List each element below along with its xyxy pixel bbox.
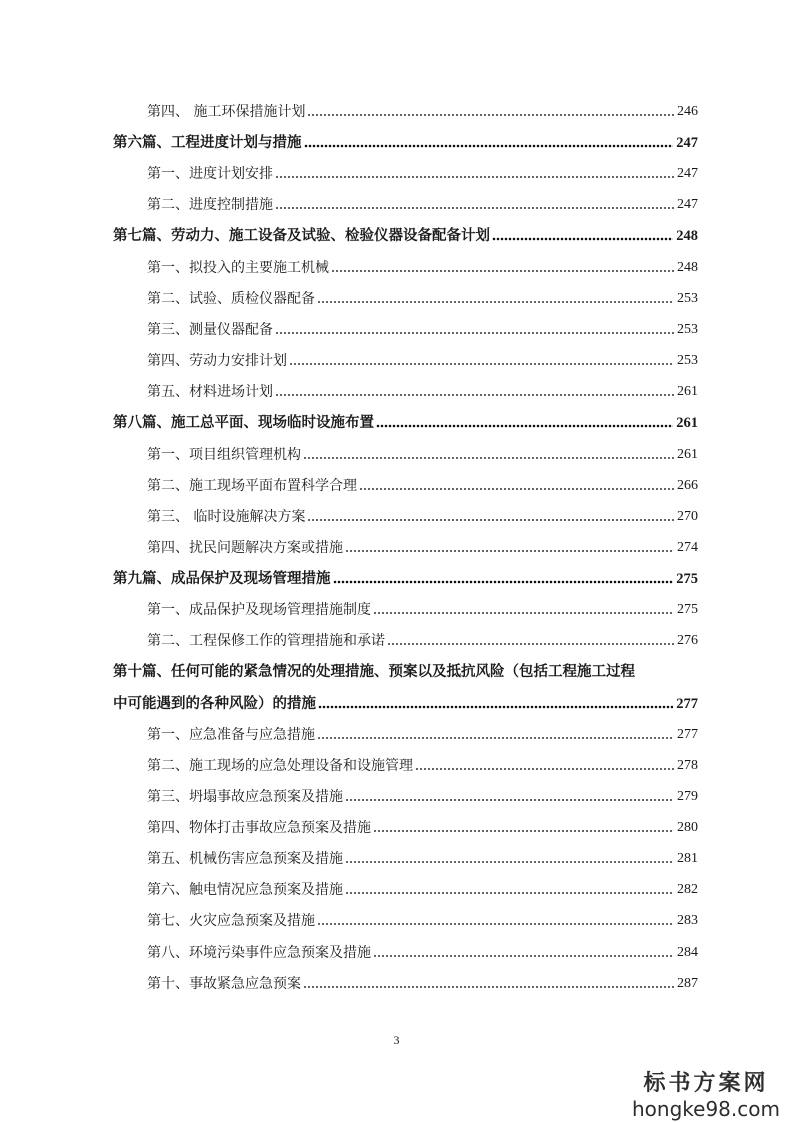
dot-leader: [373, 611, 674, 615]
toc-entry-page: 247: [677, 197, 698, 212]
dot-leader: [275, 175, 674, 179]
dot-leader: [307, 113, 674, 117]
toc-entry-page: 270: [677, 509, 698, 524]
toc-entry[interactable]: [0, 596, 793, 620]
toc-entry-page: 275: [676, 571, 698, 587]
dot-leader: [333, 580, 674, 584]
toc-entry-page: 280: [677, 820, 698, 835]
toc-entry[interactable]: [0, 285, 793, 309]
toc-entry-label: 第六、触电情况应急预案及措施: [147, 882, 343, 898]
dot-leader: [307, 518, 674, 522]
toc-entry-page: 246: [677, 104, 698, 119]
toc-entry-label: 第二、试验、质检仪器配备: [147, 291, 315, 307]
toc-entry-page: 284: [677, 945, 698, 960]
watermark-site-name: 标书方案网: [643, 1070, 769, 1096]
dot-leader: [345, 798, 674, 802]
toc-entry[interactable]: [0, 690, 793, 714]
toc-entry[interactable]: [0, 845, 793, 869]
toc-entry-page: 266: [677, 478, 698, 493]
toc-entry-page: 283: [677, 913, 698, 928]
toc-entry-page: 274: [677, 540, 698, 555]
dot-leader: [289, 362, 674, 366]
toc-entry-label: 中可能遇到的各种风险）的措施: [113, 695, 316, 712]
toc-entry-label: 第七篇、劳动力、施工设备及试验、检验仪器设备配备计划: [113, 227, 490, 244]
toc-entry-label: 第一、拟投入的主要施工机械: [147, 260, 329, 276]
toc-entry-label: 第二、工程保修工作的管理措施和承诺: [147, 633, 385, 649]
toc-entry[interactable]: [0, 503, 793, 527]
toc-entry[interactable]: [0, 160, 793, 184]
toc-entry-page: 261: [677, 384, 698, 399]
toc-entry-label: 第一、进度计划安排: [147, 166, 273, 182]
watermark: [631, 1066, 781, 1121]
page-number: 3: [393, 1033, 400, 1047]
dot-leader: [275, 393, 674, 397]
toc-entry-label: 第七、火灾应急预案及措施: [147, 913, 315, 929]
toc-entry-label: 第一、成品保护及现场管理措施制度: [147, 602, 371, 618]
toc-entry-label: 第一、应急准备与应急措施: [147, 727, 315, 743]
toc-entry-label: 第四、劳动力安排计划: [147, 353, 287, 369]
toc-entry[interactable]: [0, 876, 793, 900]
toc-entry[interactable]: [0, 316, 793, 340]
toc-entry-page: 247: [676, 135, 698, 151]
toc-entry-page: 275: [677, 602, 698, 617]
toc-entry[interactable]: [0, 441, 793, 465]
toc-entry[interactable]: [0, 378, 793, 402]
toc-entry-page: 276: [677, 633, 698, 648]
toc-entry-page: 248: [677, 260, 698, 275]
toc-entry[interactable]: [0, 752, 793, 776]
toc-entry-label: 第三、 临时设施解决方案: [147, 509, 306, 525]
toc-entry[interactable]: [0, 565, 793, 589]
dot-leader: [373, 829, 674, 833]
toc-entry-label: 第六篇、工程进度计划与措施: [113, 134, 302, 151]
toc-entry-page: 247: [677, 166, 698, 181]
toc-entry[interactable]: [0, 98, 793, 122]
toc-entry-label: 第二、施工现场平面布置科学合理: [147, 478, 357, 494]
toc-entry-page: 282: [677, 882, 698, 897]
toc-entry[interactable]: [0, 409, 793, 433]
toc-entry[interactable]: [0, 939, 793, 963]
watermark-url: hongke98.com: [632, 1097, 780, 1121]
toc-entry-page: 261: [677, 447, 698, 462]
toc-entry[interactable]: [0, 347, 793, 371]
toc-entry-page: 277: [677, 727, 698, 742]
toc-entry[interactable]: [0, 129, 793, 153]
dot-leader: [345, 549, 674, 553]
toc-entry[interactable]: [0, 907, 793, 931]
toc-entry-label: 第八、环境污染事件应急预案及措施: [147, 945, 371, 961]
toc-entry[interactable]: [0, 814, 793, 838]
toc-entry-page: 281: [677, 851, 698, 866]
toc-entry-wrapped-line[interactable]: [0, 658, 793, 682]
toc-entry-page: 253: [677, 353, 698, 368]
toc-entry[interactable]: [0, 534, 793, 558]
dot-leader: [318, 705, 673, 709]
dot-leader: [345, 860, 674, 864]
toc-entry-label: 第四、物体打击事故应急预案及措施: [147, 820, 371, 836]
toc-entry-label: 第五、机械伤害应急预案及措施: [147, 851, 343, 867]
toc-entry[interactable]: [0, 222, 793, 246]
toc-entry-label: 第五、材料进场计划: [147, 384, 273, 400]
toc-entry-label: 第四、扰民问题解决方案或措施: [147, 540, 343, 556]
dot-leader: [376, 424, 673, 428]
dot-leader: [345, 891, 674, 895]
toc-entry-page: 279: [677, 789, 698, 804]
toc-entry[interactable]: [0, 783, 793, 807]
toc-entry-page: 253: [677, 322, 698, 337]
dot-leader: [317, 922, 674, 926]
dot-leader: [275, 206, 674, 210]
toc-entry[interactable]: [0, 721, 793, 745]
dot-leader: [317, 736, 674, 740]
toc-entry-page: 253: [677, 291, 698, 306]
toc-entry[interactable]: [0, 627, 793, 651]
toc-entry-label: 第九篇、成品保护及现场管理措施: [113, 570, 331, 587]
toc-entry-label: 第三、测量仪器配备: [147, 322, 273, 338]
toc-entry-page: 277: [676, 696, 698, 712]
toc-entry[interactable]: [0, 191, 793, 215]
toc-entry-label: 第二、施工现场的应急处理设备和设施管理: [147, 758, 413, 774]
dot-leader: [275, 331, 674, 335]
toc-entry-label: 第一、项目组织管理机构: [147, 447, 301, 463]
toc-entry-label: 第二、进度控制措施: [147, 197, 273, 213]
dot-leader: [373, 954, 674, 958]
toc-entry-label: 第三、坍塌事故应急预案及措施: [147, 789, 343, 805]
toc-entry-label: 第四、 施工环保措施计划: [147, 104, 306, 120]
dot-leader: [303, 985, 674, 989]
dot-leader: [303, 456, 674, 460]
toc-entry-label: 第八篇、施工总平面、现场临时设施布置: [113, 414, 374, 431]
dot-leader: [359, 487, 674, 491]
toc-entry-label: 第十、事故紧急应急预案: [147, 976, 301, 992]
toc-entry-label: 第十篇、任何可能的紧急情况的处理措施、预案以及抵抗风险（包括工程施工过程: [113, 663, 635, 680]
dot-leader: [387, 642, 674, 646]
dot-leader: [304, 144, 674, 148]
toc-entry[interactable]: [0, 970, 793, 994]
dot-leader: [415, 767, 674, 771]
dot-leader: [331, 269, 674, 273]
dot-leader: [317, 300, 674, 304]
toc-entry[interactable]: [0, 254, 793, 278]
toc-entry-page: 278: [677, 758, 698, 773]
toc-entry-page: 248: [676, 228, 698, 244]
toc-entry-page: 287: [677, 976, 698, 991]
toc-entry-page: 261: [676, 415, 698, 431]
dot-leader: [492, 237, 673, 241]
toc-entry[interactable]: [0, 472, 793, 496]
